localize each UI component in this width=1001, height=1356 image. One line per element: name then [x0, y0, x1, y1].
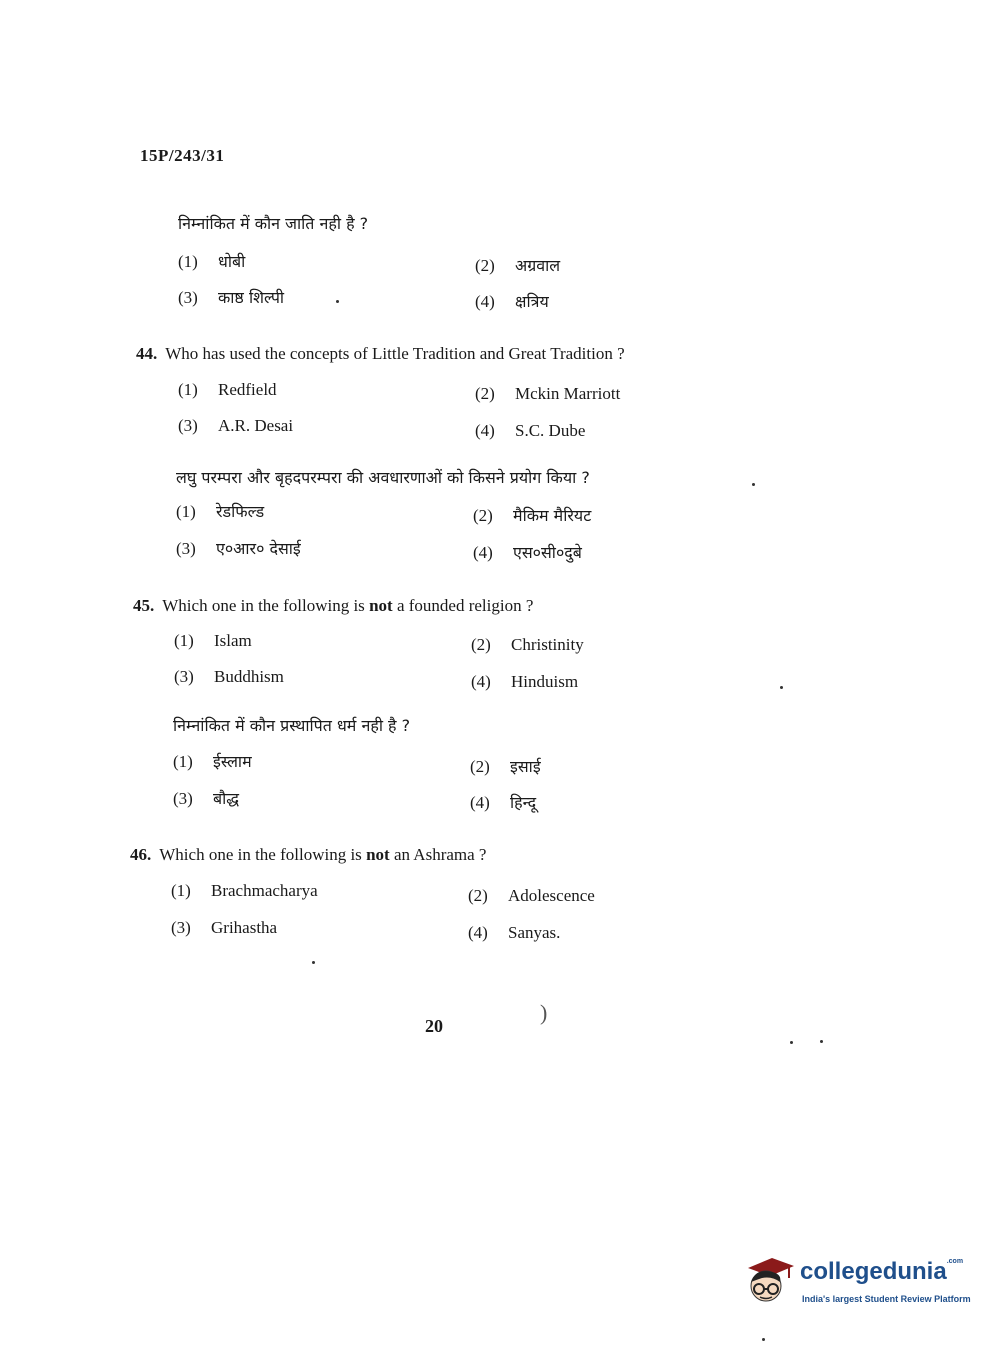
- q45-hindi-option-3: (3) बौद्ध: [173, 789, 240, 808]
- q45-hindi-option-2: (2) इसाई: [470, 757, 541, 776]
- q44-option-3: (3) A.R. Desai: [178, 416, 294, 435]
- q44-hindi-question: लघु परम्परा और बृहदपरम्परा की अवधारणाओं को किसने प्रयोग किया ?: [176, 468, 590, 487]
- q45-hindi-option-1: (1) ईस्लाम: [173, 752, 252, 771]
- q43-option-3: (3) काष्ठ शिल्पी: [178, 288, 285, 307]
- scan-dot: [790, 1041, 793, 1044]
- q45-option-3: (3) Buddhism: [174, 667, 284, 686]
- q45-option-2: (2) Christinity: [471, 635, 584, 654]
- scan-dot: [762, 1338, 765, 1341]
- logo-wordmark: collegedunia$^{.com}$: [800, 1258, 964, 1285]
- scan-dot: [820, 1040, 823, 1043]
- q43-option-1: (1) धोबी: [178, 252, 246, 271]
- q46-option-1: (1) Brachmacharya: [171, 881, 318, 900]
- q44-hindi-option-4: (4) एस०सी०दुबे: [473, 543, 582, 562]
- q45-hindi-question: निम्नांकित में कौन प्रस्थापित धर्म नही है ?: [173, 716, 411, 735]
- q45-option-1: (1) Islam: [174, 631, 252, 650]
- q44-option-1: (1) Redfield: [178, 380, 277, 399]
- logo-tagline: India's largest Student Review Platform: [802, 1294, 971, 1304]
- q43-option-2: (2) अग्रवाल: [475, 256, 561, 275]
- scan-dot: [752, 483, 755, 486]
- q44-hindi-option-3: (3) ए०आर० देसाई: [176, 539, 301, 558]
- q43-option-4: (4) क्षत्रिय: [475, 292, 549, 311]
- paper-code: 15P/243/31: [140, 146, 225, 165]
- q44-option-2: (2) Mckin Marriott: [475, 384, 621, 403]
- q46-option-4: (4) Sanyas.: [468, 923, 561, 942]
- q44-hindi-option-1: (1) रेडफिल्ड: [176, 502, 265, 521]
- scan-dot: [780, 686, 783, 689]
- scan-mark: ): [540, 1000, 548, 1025]
- collegedunia-logo: [742, 1250, 972, 1310]
- q46-option-3: (3) Grihastha: [171, 918, 278, 937]
- scan-dot: [312, 961, 315, 964]
- q46-option-2: (2) Adolescence: [468, 886, 595, 905]
- page-number: 20: [425, 1016, 443, 1036]
- q43-hindi-question: निम्नांकित में कौन जाति नही है ?: [178, 214, 369, 233]
- mascot-icon: [742, 1254, 794, 1306]
- q44-hindi-option-2: (2) मैकिम मैरियट: [473, 506, 592, 525]
- q45-question: 45. Which one in the following is not a founded religion ?: [133, 596, 534, 615]
- q45-hindi-option-4: (4) हिन्दू: [470, 793, 537, 812]
- q44-option-4: (4) S.C. Dube: [475, 421, 586, 440]
- q45-option-4: (4) Hinduism: [471, 672, 579, 691]
- q46-question: 46. Which one in the following is not an Ashrama ?: [130, 845, 487, 864]
- scan-dot: [336, 300, 339, 303]
- q44-question: 44. Who has used the concepts of Little Tradition and Great Tradition ?: [136, 344, 625, 363]
